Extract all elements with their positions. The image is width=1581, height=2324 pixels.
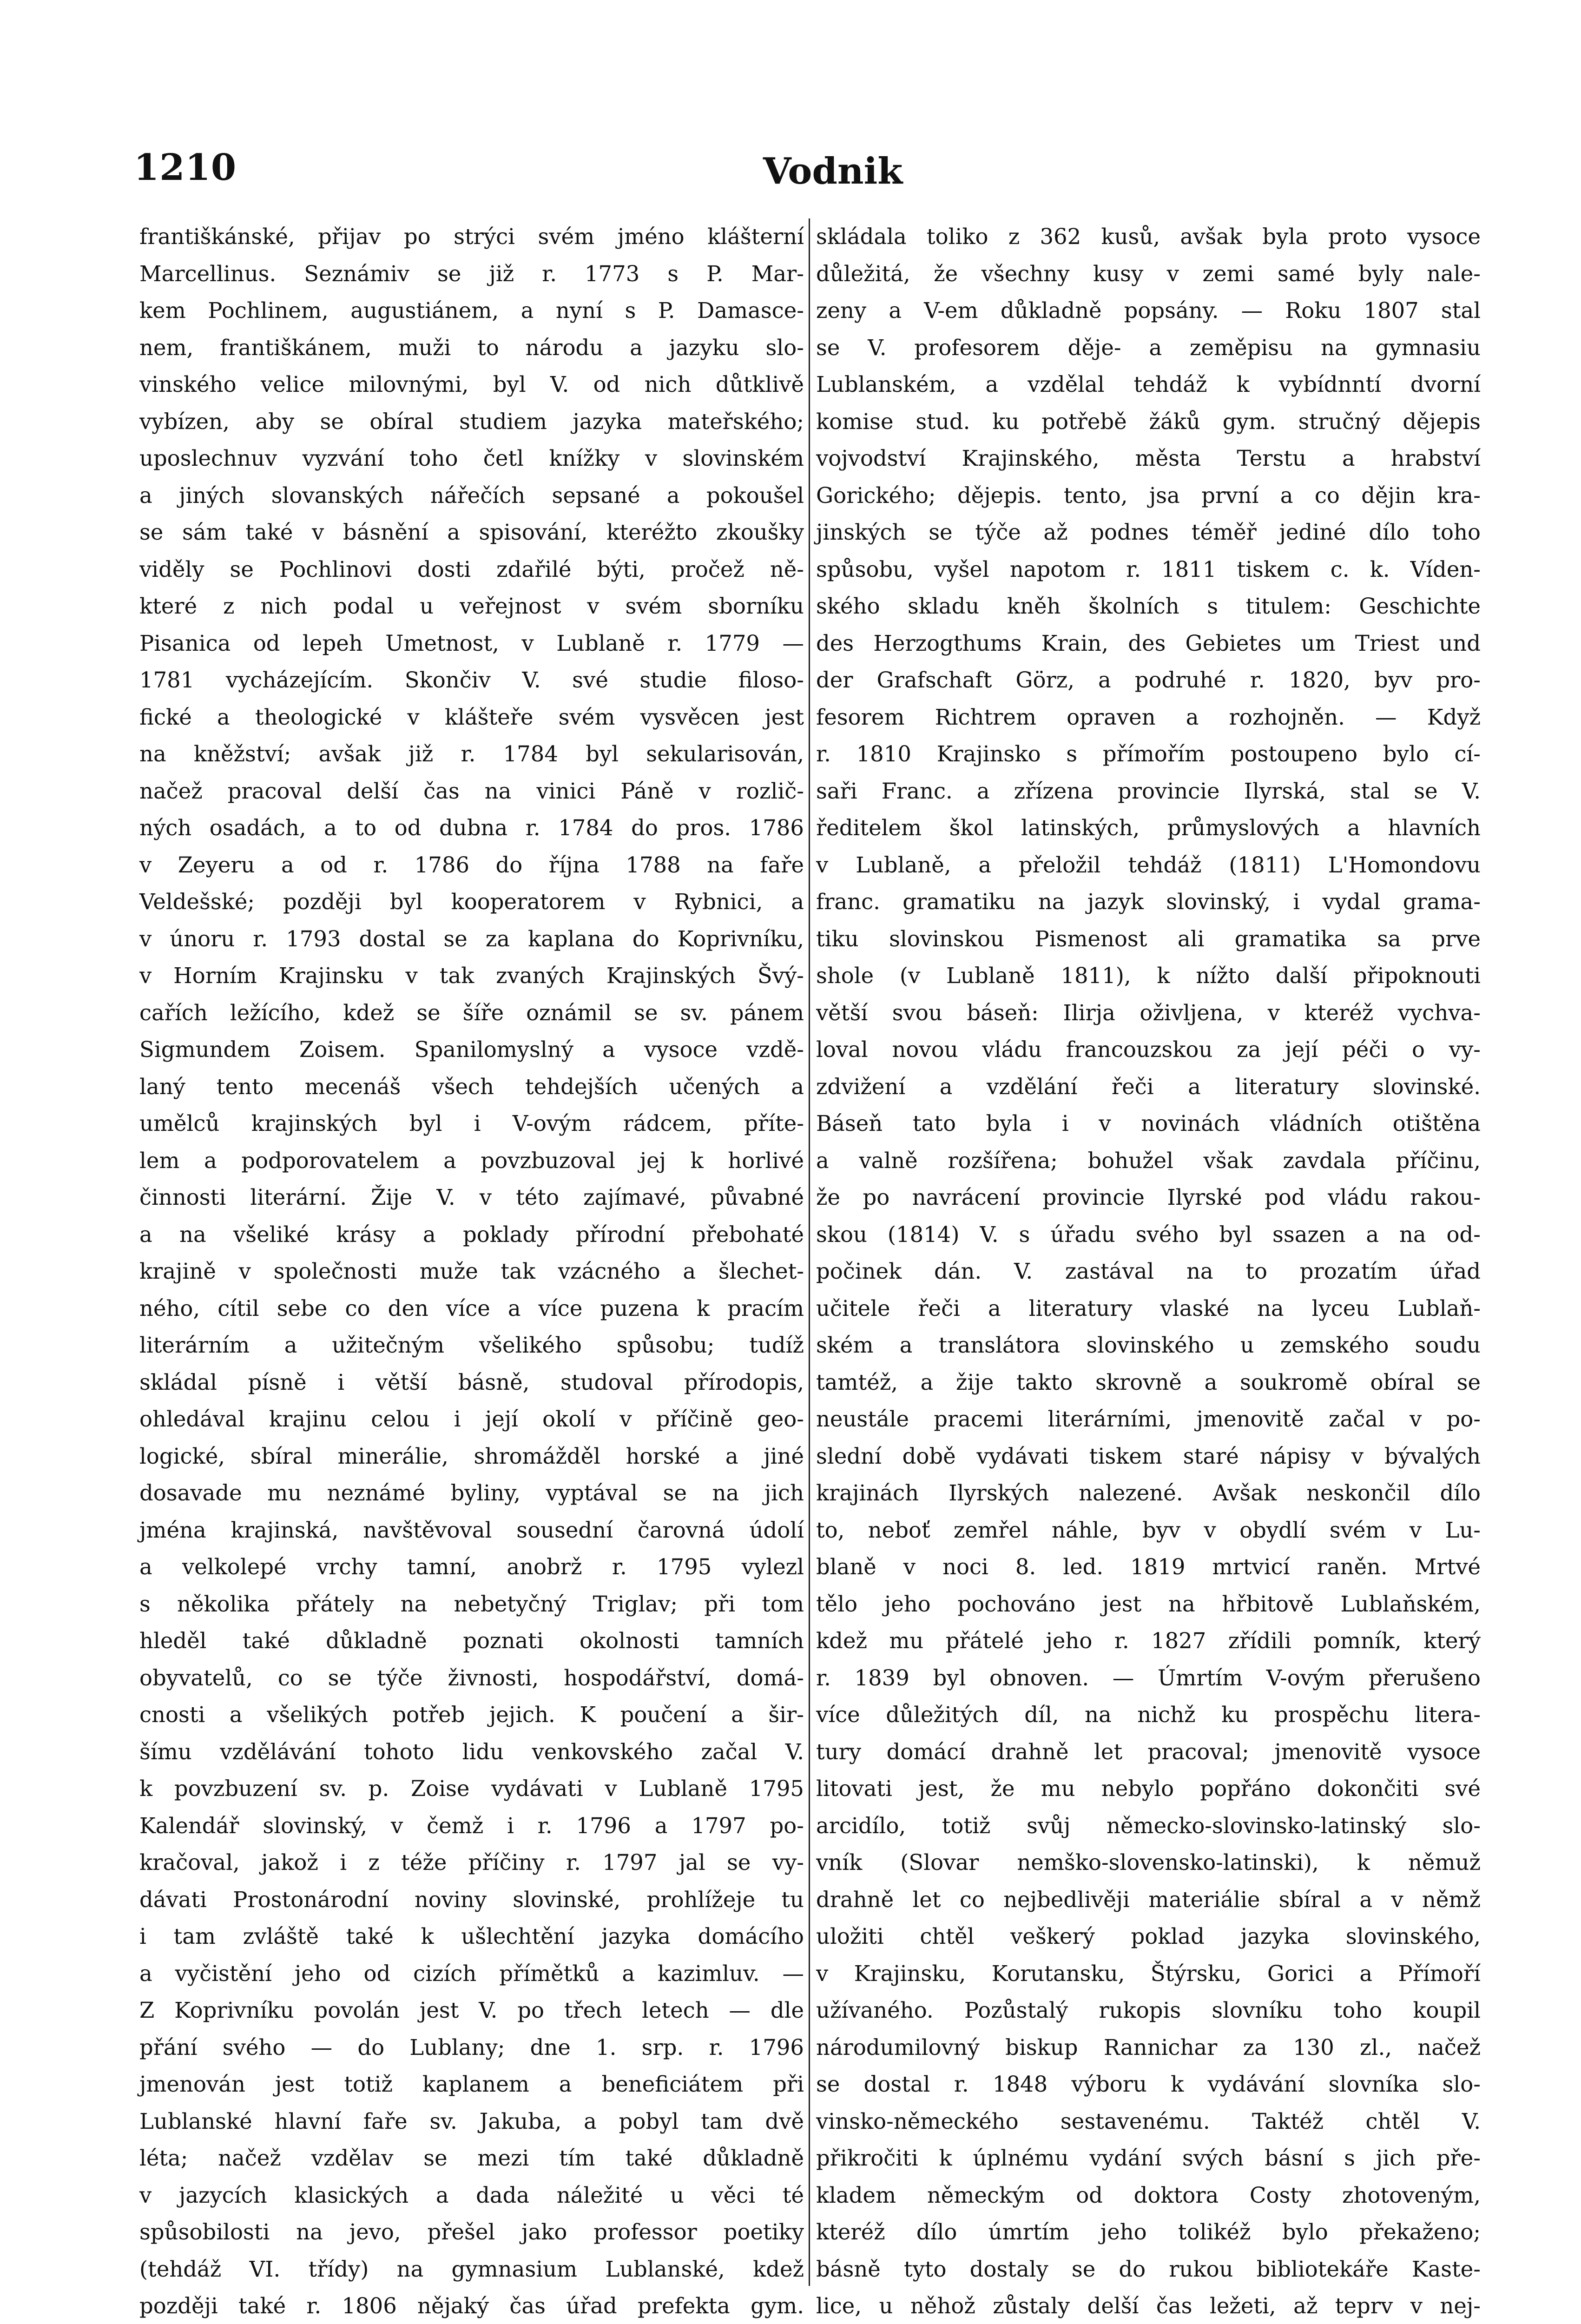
text-line: (tehdáž VI. třídy) na gymnasium Lublanské, kdež [139, 2256, 804, 2282]
text-line: Lublanském, a vzdělal tehdáž k vybídnntí dvorní [816, 372, 1481, 397]
text-line: skládal písně i větší básně, studoval přírodopis, [139, 1369, 804, 1395]
text-line: franc. gramatiku na jazyk slovinský, i vydal grama- [816, 889, 1481, 914]
text-line: a vyčistění jeho od cizích přímětků a kazimluv. — [139, 1961, 804, 1986]
text-line: přání svého — do Lublany; dne 1. srp. r. 1796 [139, 2034, 804, 2060]
text-line: kladem německým od doktora Costy zhotoveným, [816, 2182, 1481, 2208]
text-line: Gorického; dějepis. tento, jsa první a co dějin kra- [816, 482, 1481, 508]
text-line: hleděl také důkladně poznati okolnosti tamních [139, 1628, 804, 1653]
text-line: v Zeyeru a od r. 1786 do října 1788 na faře [139, 852, 804, 878]
text-line: lice, u něhož zůstaly delší čas ležeti, až teprv v nej- [816, 2293, 1481, 2318]
text-line: kteréž dílo úmrtím jeho tolikéž bylo překaženo; [816, 2219, 1481, 2245]
text-line: že po navrácení provincie Ilyrské pod vládu rakou- [816, 1185, 1481, 1210]
right-text-column [816, 218, 1481, 2318]
text-line: vník (Slovar nemško-slovensko-latinski), k němuž [816, 1850, 1481, 1875]
text-line: národumilovný biskup Rannichar za 130 zl., načež [816, 2034, 1481, 2060]
text-line: vybízen, aby se obíral studiem jazyka mateřského; [139, 409, 804, 434]
text-line: loval novou vládu francouzskou za její péči o vy- [816, 1037, 1481, 1062]
text-line: obyvatelů, co se týče živnosti, hospodářství, domá- [139, 1665, 804, 1690]
text-line: cařích ležícího, kdež se šíře oznámil se sv. pánem [139, 1000, 804, 1025]
text-line: uposlechnuv vyzvání toho četl knížky v slovinském [139, 446, 804, 471]
text-line: se sám také v básnění a spisování, kteréžto zkoušky [139, 520, 804, 545]
text-line: se V. profesorem děje- a zeměpisu na gymnasiu [816, 335, 1481, 360]
text-line: lem a podporovatelem a povzbuzoval jej k horlivé [139, 1148, 804, 1173]
text-line: litovati jest, že mu nebylo popřáno dokončiti své [816, 1776, 1481, 1801]
text-line: v únoru r. 1793 dostal se za kaplana do Koprivníku, [139, 926, 804, 951]
text-line: shole (v Lublaně 1811), k nížto další připoknouti [816, 963, 1481, 988]
text-line: ohledával krajinu celou i její okolí v příčině geo- [139, 1406, 804, 1432]
text-line: cnosti a všelikých potřeb jejich. K poučení a šir- [139, 1702, 804, 1727]
left-text-column [139, 218, 804, 2318]
text-line: tělo jeho pochováno jest na hřbitově Lublaňském, [816, 1591, 1481, 1617]
text-line: františkánské, přijav po strýci svém jméno klášterní [139, 224, 804, 249]
text-line: laný tento mecenáš všech tehdejších učených a [139, 1074, 804, 1099]
text-line: krajinách Ilyrských nalezené. Avšak neskončil dílo [816, 1480, 1481, 1505]
column-divider [809, 218, 810, 2286]
text-line: k povzbuzení sv. p. Zoise vydávati v Lublaně 1795 [139, 1776, 804, 1801]
text-line: blaně v noci 8. led. 1819 mrtvicí raněn. Mrtvé [816, 1554, 1481, 1579]
running-head-title: Vodnik [763, 150, 903, 192]
text-line: r. 1839 byl obnoven. — Úmrtím V-ovým přerušeno [816, 1665, 1481, 1690]
text-line: dávati Prostonárodní noviny slovinské, prohlížeje tu [139, 1887, 804, 1912]
text-line: neustále pracemi literárními, jmenovitě začal v po- [816, 1406, 1481, 1432]
text-line: jména krajinská, navštěvoval sousední čarovná údolí [139, 1517, 804, 1543]
text-line: básně tyto dostaly se do rukou bibliotekáře Kaste- [816, 2256, 1481, 2282]
text-line: učitele řeči a literatury vlaské na lyceu Lublaň- [816, 1295, 1481, 1321]
text-line: a valně rozšířena; bohužel však zavdala příčinu, [816, 1148, 1481, 1173]
text-line: Marcellinus. Seznámiv se již r. 1773 s P. Mar- [139, 261, 804, 286]
text-line: Kalendář slovinský, v čemž i r. 1796 a 1797 po- [139, 1813, 804, 1838]
page-number: 1210 [134, 146, 237, 189]
text-line: ných osadách, a to od dubna r. 1784 do pros. 1786 [139, 815, 804, 840]
text-line: na kněžství; avšak již r. 1784 byl sekularisován, [139, 741, 804, 766]
text-line: činnosti literární. Žije V. v této zajímavé, půvabné [139, 1185, 804, 1210]
text-line: spůsobilosti na jevo, přešel jako professor poetiky [139, 2219, 804, 2245]
text-line: viděly se Pochlinovi dosti zdařilé býti, pročež ně- [139, 556, 804, 582]
text-line: drahně let co nejbedlivěji materiálie sbíral a v němž [816, 1887, 1481, 1912]
text-line: slední době vydávati tiskem staré nápisy v bývalých [816, 1443, 1481, 1469]
text-line: v Horním Krajinsku v tak zvaných Krajinských Švý- [139, 963, 804, 988]
text-line: a jiných slovanských nářečích sepsané a pokoušel [139, 482, 804, 508]
text-line: Z Koprivníku povolán jest V. po třech letech — dle [139, 1998, 804, 2023]
text-line: ského skladu kněh školních s titulem: Geschichte [816, 594, 1481, 619]
text-line: a na všeliké krásy a poklady přírodní přebohaté [139, 1221, 804, 1247]
text-line: Lublanské hlavní faře sv. Jakuba, a pobyl tam dvě [139, 2108, 804, 2134]
text-line: v jazycích klasických a dada náležité u věci té [139, 2182, 804, 2208]
text-line: vojvodství Krajinského, města Terstu a hrabství [816, 446, 1481, 471]
text-line: r. 1810 Krajinsko s přímořím postoupeno bylo cí- [816, 741, 1481, 766]
text-line: a velkolepé vrchy tamní, anobrž r. 1795 vylezl [139, 1554, 804, 1579]
text-line: léta; načež vzdělav se mezi tím také důkladně [139, 2146, 804, 2171]
text-line: ného, cítil sebe co den více a více puzena k pracím [139, 1295, 804, 1321]
text-line: jmenován jest totiž kaplanem a beneficiátem při [139, 2072, 804, 2097]
text-line: Sigmundem Zoisem. Spanilomyslný a vysoce vzdě- [139, 1037, 804, 1062]
text-line: v Krajinsku, Korutansku, Štýrsku, Gorici a Přímoří [816, 1961, 1481, 1986]
text-line: literárním a užitečným všelikého spůsobu; tudíž [139, 1333, 804, 1358]
text-line: Pisanica od lepeh Umetnost, v Lublaně r. 1779 — [139, 630, 804, 656]
text-line: nem, františkánem, muži to národu a jazyku slo- [139, 335, 804, 360]
text-line: které z nich podal u veřejnost v svém sborníku [139, 594, 804, 619]
text-line: s několika přátely na nebetyčný Triglav; při tom [139, 1591, 804, 1617]
text-line: tury domácí drahně let pracoval; jmenovitě vysoce [816, 1739, 1481, 1764]
text-line: i tam zvláště také k ušlechtění jazyka domácího [139, 1924, 804, 1949]
text-line: arcidílo, totiž svůj německo-slovinsko-latinský slo- [816, 1813, 1481, 1838]
text-line: užívaného. Pozůstalý rukopis slovníku toho koupil [816, 1998, 1481, 2023]
text-line: skládala toliko z 362 kusů, avšak byla proto vysoce [816, 224, 1481, 249]
text-line: vinského velice milovnými, byl V. od nich důtklivě [139, 372, 804, 397]
text-line: kdež mu přátelé jeho r. 1827 zřídili pomník, který [816, 1628, 1481, 1653]
text-line: počinek dán. V. zastával na to prozatím úřad [816, 1259, 1481, 1284]
text-line: v Lublaně, a přeložil tehdáž (1811) L'Homondovu [816, 852, 1481, 878]
text-line: přikročiti k úplnému vydání svých básní s jich pře- [816, 2146, 1481, 2171]
text-line: vinsko-německého sestavenému. Taktéž chtěl V. [816, 2108, 1481, 2134]
text-line: der Grafschaft Görz, a podruhé r. 1820, byv pro- [816, 667, 1481, 693]
text-line: fesorem Richtrem opraven a rozhojněn. — Když [816, 704, 1481, 730]
text-line: tiku slovinskou Pismenost ali gramatika sa prve [816, 926, 1481, 951]
text-line: kračoval, jakož i z téže příčiny r. 1797 jal se vy- [139, 1850, 804, 1875]
text-line: fické a theologické v klášteře svém vysvěcen jest [139, 704, 804, 730]
text-line: ředitelem škol latinských, průmyslových a hlavních [816, 815, 1481, 840]
text-line: tamtéž, a žije takto skrovně a soukromě obíral se [816, 1369, 1481, 1395]
text-line: spůsobu, vyšel napotom r. 1811 tiskem c. k. Víden- [816, 556, 1481, 582]
text-line: Báseň tato byla i v novinách vládních otištěna [816, 1111, 1481, 1136]
text-line: dosavade mu neznámé byliny, vyptával se na jich [139, 1480, 804, 1505]
text-line: Veldešské; později byl kooperatorem v Rybnici, a [139, 889, 804, 914]
text-line: umělců krajinských byl i V-ovým rádcem, příte- [139, 1111, 804, 1136]
text-line: větší svou báseň: Ilirja oživljena, v kteréž vychva- [816, 1000, 1481, 1025]
text-line: kem Pochlinem, augustiánem, a nyní s P. Damasce- [139, 298, 804, 323]
text-line: des Herzogthums Krain, des Gebietes um Triest und [816, 630, 1481, 656]
text-line: důležitá, že všechny kusy v zemi samé byly nale- [816, 261, 1481, 286]
text-line: jinských se týče až podnes téměř jediné dílo toho [816, 520, 1481, 545]
text-line: načež pracoval delší čas na vinici Páně v rozlič- [139, 778, 804, 804]
text-line: komise stud. ku potřebě žáků gym. stručný dějepis [816, 409, 1481, 434]
text-line: saři Franc. a zřízena provincie Ilyrská, stal se V. [816, 778, 1481, 804]
text-line: se dostal r. 1848 výboru k vydávání slovníka slo- [816, 2072, 1481, 2097]
text-line: zeny a V-em důkladně popsány. — Roku 1807 stal [816, 298, 1481, 323]
text-line: krajině v společnosti muže tak vzácného a šlechet- [139, 1259, 804, 1284]
text-line: více důležitých díl, na nichž ku prospěchu litera- [816, 1702, 1481, 1727]
text-line: to, neboť zemřel náhle, byv v obydlí svém v Lu- [816, 1517, 1481, 1543]
text-line: zdvižení a vzdělání řeči a literatury slovinské. [816, 1074, 1481, 1099]
text-line: 1781 vycházejícím. Skončiv V. své studie filoso- [139, 667, 804, 693]
text-line: logické, sbíral minerálie, shromážděl horské a jiné [139, 1443, 804, 1469]
text-line: šímu vzdělávání tohoto lidu venkovského začal V. [139, 1739, 804, 1764]
text-line: uložiti chtěl veškerý poklad jazyka slovinského, [816, 1924, 1481, 1949]
text-line: později také r. 1806 nějaký čas úřad prefekta gym. [139, 2293, 804, 2318]
text-line: ském a translátora slovinského u zemského soudu [816, 1333, 1481, 1358]
text-line: skou (1814) V. s úřadu svého byl ssazen a na od- [816, 1221, 1481, 1247]
